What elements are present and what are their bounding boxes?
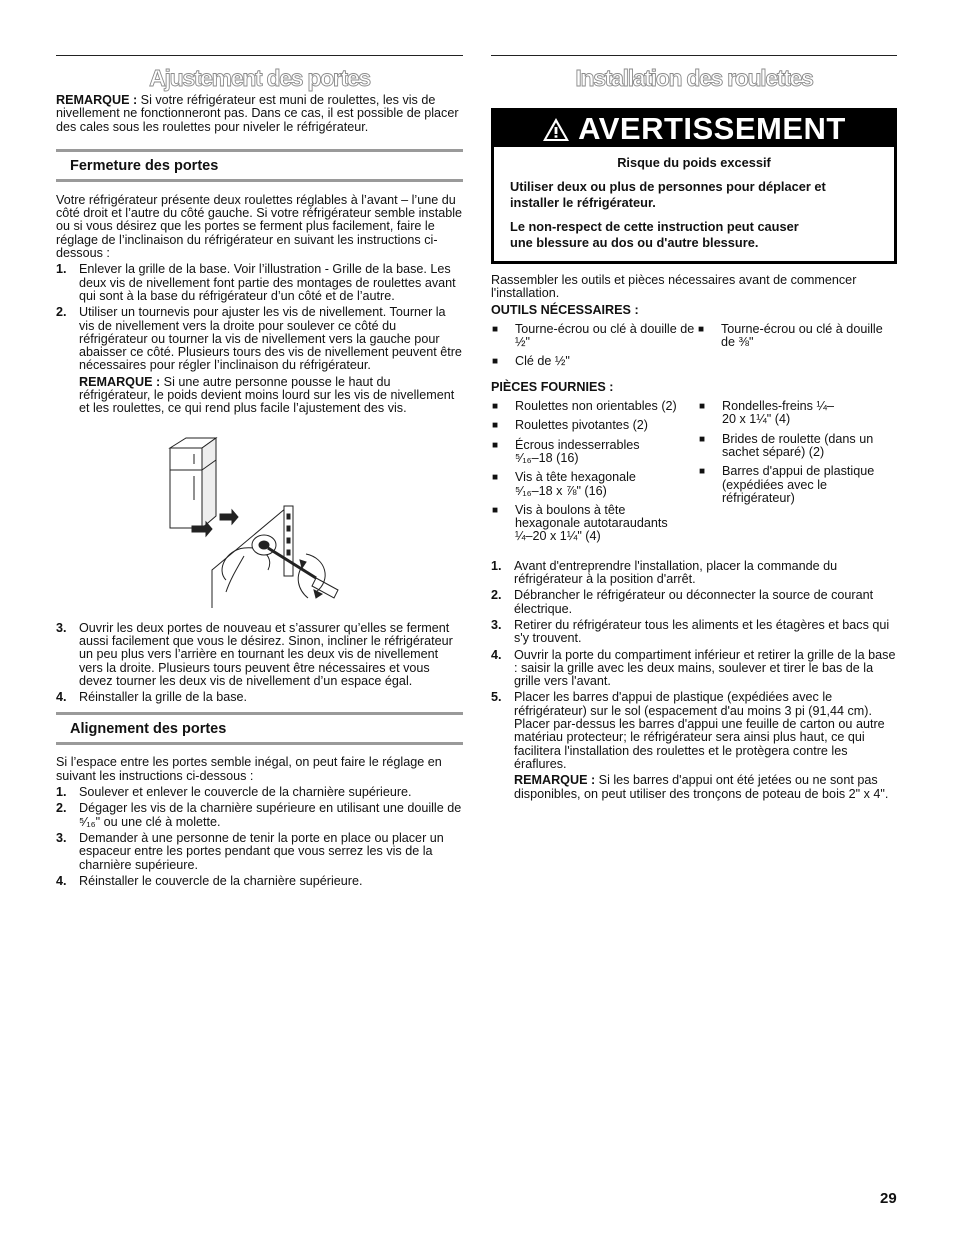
warning-line-1: Utiliser deux ou plus de personnes pour déplacer et installer le réfrigérateur. [510, 179, 826, 210]
alignement-intro: Si l’espace entre les portes semble inégal, on peut faire le réglage en suivant les instructions ci-dessous : [56, 755, 442, 783]
warning-body [494, 147, 894, 261]
square-bullet-icon: ■ [492, 323, 499, 335]
note-label: REMARQUE : [56, 93, 138, 107]
section-title-ajustement: Ajustement des portes [149, 65, 370, 91]
leveling-screw-illustration [166, 430, 346, 610]
square-bullet-icon: ■ [698, 466, 706, 478]
square-bullet-icon: ■ [698, 433, 706, 445]
list-item: ■ Brides de roulette (dans un sachet séparé) (2) [698, 431, 874, 459]
step5-note: REMARQUE : Si les barres d'appui ont été jetées ou ne sont pas disponibles, on peut utiliser des tronçons de poteau de bois 2" x 4". [514, 773, 889, 801]
list-item: ■ Clé de ½" [492, 354, 570, 369]
parts-col-1 [491, 400, 696, 550]
square-bullet-icon: ■ [492, 472, 499, 484]
installation-steps [491, 560, 897, 801]
list-item: 4. Ouvrir la porte du compartiment inférieur et retirer la grille de la base : saisir la grille avec les deux mains, soulever et tirer le bas de la grille vers l'avant. [491, 647, 896, 689]
list-item: 1. Soulever et enlever le couvercle de la charnière supérieure. [56, 785, 412, 800]
casters-note [56, 94, 463, 134]
square-bullet-icon: ■ [698, 323, 705, 335]
parts-list [491, 400, 897, 550]
list-item: ■ Vis à tête hexagonale ⁵⁄₁₆–18 x ⅞" (16) [492, 470, 636, 498]
tools-heading: OUTILS NÉCESSAIRES : [491, 302, 639, 317]
top-rule [491, 55, 897, 56]
right-column [491, 55, 897, 801]
list-item: 3. Retirer du réfrigérateur tous les aliments et les étagères et bacs qui s'y trouvent. [491, 617, 890, 646]
list-item: ■ Vis à boulons à tête hexagonale autotaraudants ¼–20 x 1¼" (4) [492, 502, 668, 544]
tools-col-1 [491, 323, 697, 375]
fermeture-intro: Votre réfrigérateur présente deux roulettes réglables à l’avant – l’une du côté droit et l’autre du côté gauche. Si votre réfrigérateur semble instable ou si vous désirez que les portes se ferment plus facilement, faire le réglage de l’inclinaison du réfrigérateur en suivant les instructions ci-dessous : [56, 192, 463, 261]
page-number: 29 [880, 1190, 897, 1207]
square-bullet-icon: ■ [492, 420, 499, 432]
subheading-alignement: Alignement des portes [56, 712, 463, 745]
warning-line-2: Le non-respect de cette instruction peut causer une blessure au dos ou d'autre blessure. [510, 219, 799, 250]
list-item: ■ Roulettes non orientables (2) [492, 399, 677, 414]
warning-triangle-icon [542, 117, 570, 142]
list-item: 4. Réinstaller le couvercle de la charnière supérieure. [56, 873, 363, 888]
list-item: 1. Avant d'entreprendre l'installation, placer la commande du réfrigérateur à la position d'arrêt. [491, 558, 838, 587]
fermeture-steps [56, 263, 463, 415]
list-item: ■ Écrous indesserrables ⁵⁄₁₆–18 (16) [492, 437, 640, 465]
tools-list [491, 323, 897, 375]
list-item: 4. Réinstaller la grille de la base. [56, 690, 248, 705]
warning-risk: Risque du poids excessif [617, 155, 771, 170]
list-item: 5. Placer les barres d'appui de plastique (expédiées avec le réfrigérateur) sur le sol (espacement d'au moins 3 pi (91,44 cm). Placer par-dessus les barres d'appui une feuille de carton ou autre matériau protecteur; le réfrigérateur sera ainsi plus haut, ce qui facilitera l'installation des roulettes et le protègera contre les éraflures. REMARQUE : Si les barres d'appui ont été jetées ou ne sont pas disponibles, on peut utiliser des tronçons de poteau de bois 2" x 4". [491, 691, 897, 800]
parts-col-2 [696, 400, 897, 550]
section-title-installation: Installation des roulettes [575, 65, 813, 91]
note-text: Si votre réfrigérateur est muni de roulettes, les vis de nivellement ne fonctionneront pas. Dans ce cas, il est possible de placer des cales sous les roulettes pour niveler le réfrigérateur. [56, 93, 459, 134]
square-bullet-icon: ■ [492, 504, 499, 516]
left-column [56, 55, 463, 888]
list-item: ■ Rondelles-freins ¼–20 x 1¼" (4) [698, 399, 834, 427]
list-item: 2. Utiliser un tournevis pour ajuster les vis de nivellement. Tourner la vis de nivellement vers la droite pour soulever ce côté du réfrigérateur ou tourner la vis de nivellement vers la gauche pour abaisser ce côté. Plusieurs tours des vis de nivellement peuvent être nécessaires pour régler l’inclinaison du réfrigérateur. REMARQUE : Si une autre personne pousse le haut du réfrigérateur, le poids devient moins lourd sur les vis de nivellement et les roulettes, ce qui rend plus facile l’ajustement des vis. [56, 305, 462, 416]
subheading-fermeture: Fermeture des portes [56, 149, 463, 182]
list-item: ■ Tourne-écrou ou clé à douille de ⅜" [698, 321, 883, 350]
warning-box [491, 108, 897, 264]
list-item: 1. Enlever la grille de la base. Voir l’illustration - Grille de la base. Les deux vis de nivellement font partie des montages de roulettes avant qui sont à la base du réfrigérateur d’un côté et de l’autre. [56, 262, 456, 303]
fermeture-steps-continued [56, 622, 463, 705]
square-bullet-icon: ■ [492, 401, 499, 413]
list-item: ■ Barres d'appui de plastique (expédiées avec le réfrigérateur) [698, 464, 875, 505]
alignement-steps [56, 786, 463, 888]
list-item: 2. Dégager les vis de la charnière supérieure en utilisant une douille de ⁵⁄₁₆" ou une clé à molette. [56, 801, 462, 829]
tools-col-2 [697, 323, 897, 375]
list-item: 3. Demander à une personne de tenir la porte en place ou placer un espaceur entre les portes pendant que vous serrez les vis de la charnière supérieure. [56, 830, 444, 872]
list-item: ■ Roulettes pivotantes (2) [492, 418, 649, 433]
warning-header [494, 111, 894, 147]
top-rule [56, 55, 463, 56]
installation-intro: Rassembler les outils et pièces nécessaires avant de commencer l'installation. [491, 273, 857, 301]
list-item: 3. Ouvrir les deux portes de nouveau et s’assurer qu’elles se ferment aussi facilement que vous le désirez. Sinon, incliner le réfrigérateur un peu plus vers l’arrière en tournant les deux vis de nivellement vers la droite. Plusieurs tours peuvent être nécessaires et vous devez tourner les deux vis de nivellement d’un espace égal. [56, 620, 453, 688]
list-item: ■ Tourne-écrou ou clé à douille de ½" [492, 321, 695, 350]
warning-title: AVERTISSEMENT [578, 111, 846, 146]
square-bullet-icon: ■ [698, 401, 706, 413]
parts-heading: PIÈCES FOURNIES : [491, 379, 614, 394]
square-bullet-icon: ■ [492, 439, 499, 451]
list-item: 2. Débrancher le réfrigérateur ou déconnecter la source de courant électrique. [491, 588, 874, 616]
square-bullet-icon: ■ [492, 356, 499, 368]
step2-note: REMARQUE : Si une autre personne pousse le haut du réfrigérateur, le poids devient moins lourd sur les vis de nivellement et les roulettes, ce qui rend plus facile l’ajustement des vis. [79, 374, 455, 416]
